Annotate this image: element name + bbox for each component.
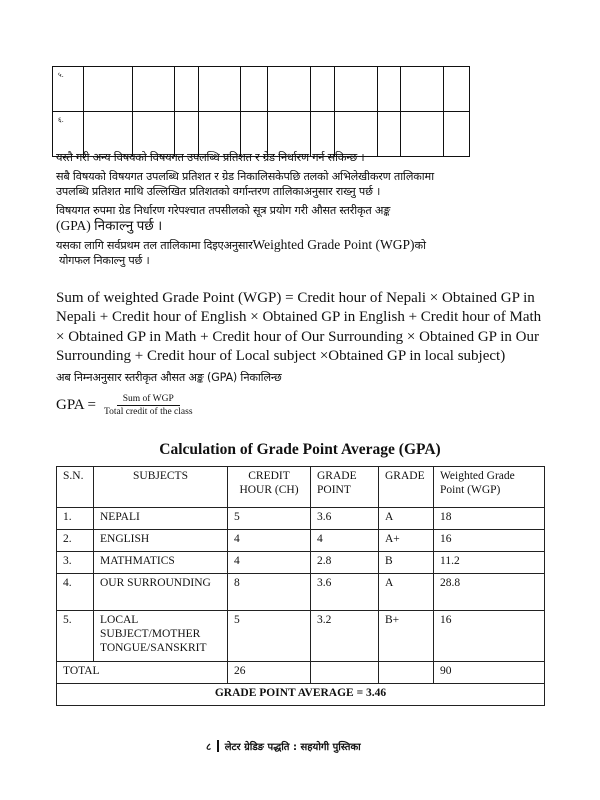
table-row [57, 530, 545, 552]
cell-subject: NEPALI [94, 508, 228, 530]
cell-grade: B [379, 552, 434, 574]
cell-wgp: 18 [434, 508, 545, 530]
paragraph-wgp-intro [56, 237, 546, 268]
average-row [57, 684, 545, 706]
cell-wgp: 16 [434, 530, 545, 552]
text-line: योगफल निकाल्नु पर्छ । [59, 254, 150, 267]
paragraph-gpa-intro [56, 203, 546, 234]
header-credit-hour: CREDIT HOUR (CH) [228, 467, 311, 508]
cell-sn: 3. [57, 552, 94, 574]
table-title: Calculation of Grade Point Average (GPA) [159, 441, 441, 458]
cell-grade: A [379, 508, 434, 530]
header-sn: S.N. [57, 467, 94, 508]
total-grade-point [311, 662, 379, 684]
cell-credit: 5 [228, 508, 311, 530]
text-line: सबै विषयको विषयगत उपलब्धि प्रतिशत र ग्रेड निकालिसकेपछि तलको अभिलेखीकरण तालिकामा [56, 170, 434, 183]
table-row [57, 508, 545, 530]
cell-sn: 2. [57, 530, 94, 552]
cell-sn: 4. [57, 574, 94, 611]
footer-divider [217, 740, 219, 752]
paragraph-record-table [56, 169, 546, 199]
cell-subject: ENGLISH [94, 530, 228, 552]
top-record-table [52, 66, 470, 157]
cell-subject: MATHMATICS [94, 552, 228, 574]
row-serial: ५. [53, 67, 84, 112]
paragraph-gpa-method: अब निम्नअनुसार स्तरीकृत औसत अङ्क (GPA) निकालिन्छ [56, 371, 282, 384]
cell-sn: 1. [57, 508, 94, 530]
cell-wgp: 16 [434, 611, 545, 662]
paragraph-other-subjects: यस्तै गरी अन्य विषयको विषयगत उपलब्धि प्रतिशत र ग्रेड निर्धारण गर्न सकिन्छ । [56, 151, 365, 164]
cell-subject: LOCAL SUBJECT/MOTHER TONGUE/SANSKRIT [94, 611, 228, 662]
cell-grade: B+ [379, 611, 434, 662]
total-label: TOTAL [57, 662, 228, 684]
total-grade [379, 662, 434, 684]
grade-point-average: GRADE POINT AVERAGE = 3.46 [57, 684, 545, 706]
text-line: विषयगत रुपमा ग्रेड निर्धारण गरेपश्चात तपसीलको सूत्र प्रयोग गरी औसत स्तरीकृत अङ्क [56, 204, 391, 217]
cell-subject: OUR SURROUNDING [94, 574, 228, 611]
cell-wgp: 28.8 [434, 574, 545, 611]
text-line: (GPA) निकाल्नु पर्छ । [56, 218, 163, 233]
cell-credit: 8 [228, 574, 311, 611]
formula-numerator: Sum of WGP [117, 394, 180, 406]
total-wgp: 90 [434, 662, 545, 684]
book-title: लेटर ग्रेडिङ पद्धति : सहयोगी पुस्तिका [224, 742, 361, 753]
cell-sn: 5. [57, 611, 94, 662]
total-row [57, 662, 545, 684]
page-number: ८ [206, 742, 212, 753]
cell-grade-point: 3.6 [311, 574, 379, 611]
table-header-row [57, 467, 545, 508]
table-row [57, 611, 545, 662]
text-line: उपलब्धि प्रतिशत माथि उल्लिखित प्रतिशतको वर्गान्तरण तालिकाअनुसार राख्नु पर्छ । [56, 185, 381, 198]
cell-grade: A [379, 574, 434, 611]
cell-credit: 5 [228, 611, 311, 662]
formula-fraction [100, 394, 197, 417]
cell-grade-point: 3.6 [311, 508, 379, 530]
table-row [53, 67, 470, 112]
cell-credit: 4 [228, 530, 311, 552]
page-footer [206, 739, 361, 753]
cell-grade: A+ [379, 530, 434, 552]
header-grade: GRADE [379, 467, 434, 508]
text-line: यसका लागि सर्वप्रथम तल तालिकामा दिइएअनुसारWeighted Grade Point (WGP)को [56, 237, 426, 252]
wgp-formula-text: Sum of weighted Grade Point (WGP) = Credit hour of Nepali × Obtained GP in Nepali + Credit hour of English × Obtained GP in English + Credit hour of Math × Obtained GP in Math + Credit hour of Our Surrounding × Obtained GP in Our Surrounding + Credit hour of Local subject ×Obtained GP in local subject) [56, 290, 542, 365]
cell-wgp: 11.2 [434, 552, 545, 574]
cell-grade-point: 4 [311, 530, 379, 552]
gpa-calculation-table [56, 466, 545, 706]
gpa-formula [56, 394, 197, 417]
header-wgp: Weighted Grade Point (WGP) [434, 467, 545, 508]
table-row [57, 552, 545, 574]
header-subjects: SUBJECTS [94, 467, 228, 508]
cell-grade-point: 3.2 [311, 611, 379, 662]
formula-denominator: Total credit of the class [104, 407, 193, 417]
row-serial: ६. [53, 112, 84, 157]
formula-lhs: GPA = [56, 397, 97, 413]
table-row [57, 574, 545, 611]
header-grade-point: GRADE POINT [311, 467, 379, 508]
cell-grade-point: 2.8 [311, 552, 379, 574]
total-credit: 26 [228, 662, 311, 684]
cell-credit: 4 [228, 552, 311, 574]
